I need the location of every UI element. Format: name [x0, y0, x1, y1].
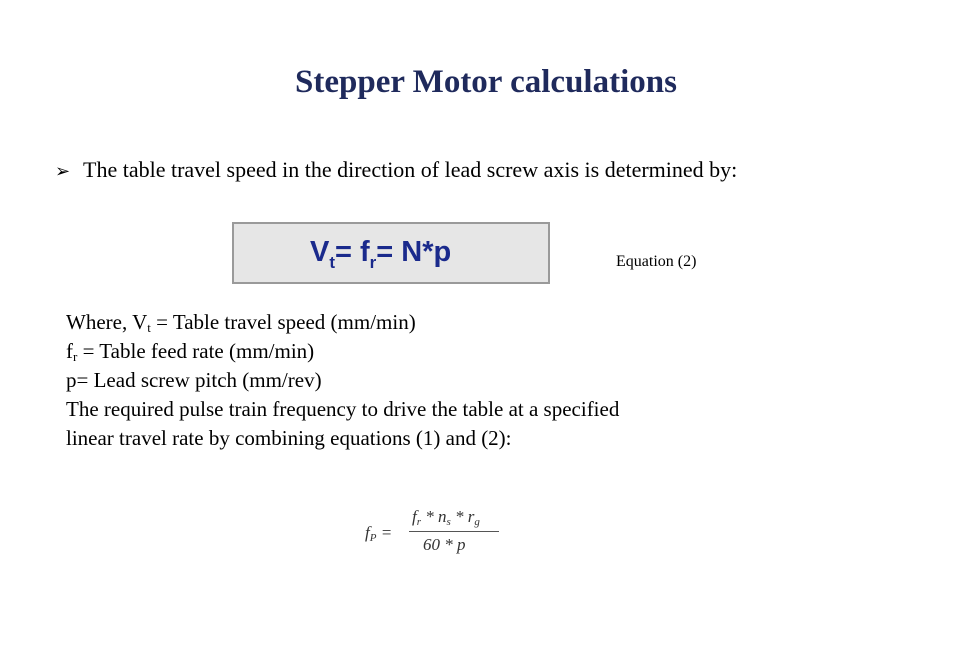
- bullet-text: The table travel speed in the direction of lead screw axis is determined by:: [83, 157, 738, 182]
- slide-title: Stepper Motor calculations: [295, 64, 677, 100]
- equation-label: Equation (2): [616, 253, 697, 270]
- fraction-bar: [409, 531, 499, 532]
- definitions-block: [66, 308, 619, 453]
- bullet-arrow-icon: ➢: [55, 161, 71, 182]
- formula-lhs: $f_P$ =: [365, 523, 393, 544]
- formula-denominator: 60 * p: [423, 535, 466, 554]
- formula-numerator: $f_r * n_s * r_g$: [412, 507, 480, 528]
- pulse-frequency-formula: [365, 505, 505, 563]
- definition-fr: $f_r$ = Table feed rate (mm/min): [66, 339, 315, 364]
- definition-p: p= Lead screw pitch (mm/rev): [66, 368, 322, 392]
- paragraph-line-2: linear travel rate by combining equations (1) and (2):: [66, 426, 512, 450]
- definition-vt: Where, $V_t$ = Table travel speed (mm/min): [66, 310, 416, 335]
- equation-box: [232, 222, 550, 284]
- paragraph-line-1: The required pulse train frequency to drive the table at a specified: [66, 397, 620, 421]
- bullet-item: [55, 156, 737, 186]
- equation-speed: $V_t= f_r= N*p$: [310, 236, 452, 272]
